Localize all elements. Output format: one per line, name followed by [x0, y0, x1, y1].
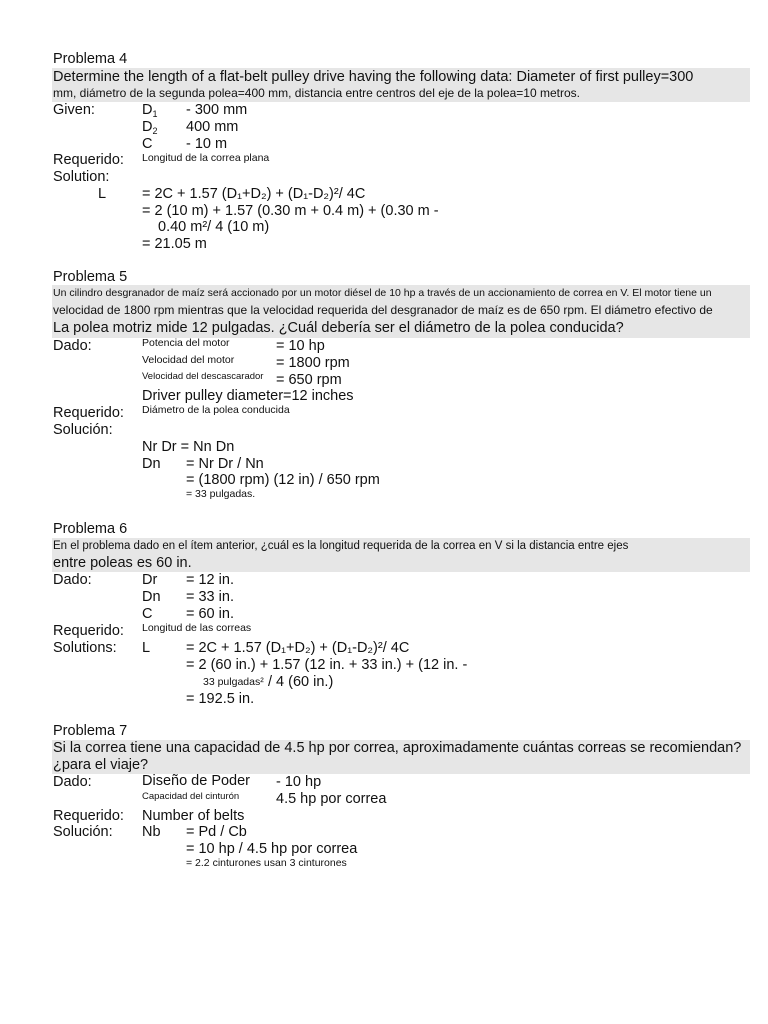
problem-4-solution-label: Solution: [53, 169, 110, 185]
problem-4-required-label: Requerido: [53, 152, 124, 168]
problem-6-dr-symbol: Dr [142, 572, 158, 588]
problem-6-substitution-2b: / 4 (60 in.) [268, 674, 334, 690]
problem-4-formula: = 2C + 1.57 (D₁+D₂) + (D₁-D₂)²/ 4C [142, 186, 366, 202]
problem-5-required-label: Requerido: [53, 405, 124, 421]
problem-7-given-label: Dado: [53, 774, 92, 790]
problem-5-given-label: Dado: [53, 338, 92, 354]
problem-4-statement-line-2: mm, diámetro de la segunda polea=400 mm, distancia entre centros del eje de la polea=10 metros. [53, 86, 580, 100]
problem-5-motor-speed-label: Velocidad del motor [142, 354, 235, 366]
problem-6-title: Problema 6 [53, 521, 128, 537]
problem-4-l-symbol: L [98, 186, 107, 202]
problem-4-title: Problema 4 [53, 51, 128, 67]
problem-4-d1-symbol: $D_1$ [142, 102, 158, 119]
problem-7-formula: = Pd / Cb [186, 824, 247, 840]
problem-7-statement-line-2: ¿para el viaje? [53, 757, 149, 773]
problem-6-dr-value: = 12 in. [186, 572, 234, 588]
problem-7-title: Problema 7 [53, 723, 128, 739]
problem-4-substitution-1: = 2 (10 m) + 1.57 (0.30 m + 0.4 m) + (0.30 m - [142, 203, 439, 219]
problem-6-substitution-1: = 2 (60 in.) + 1.57 (12 in. + 33 in.) + (12 in. - [186, 657, 468, 673]
problem-6-l-symbol: L [142, 640, 151, 656]
problem-6-required-value: Longitud de las correas [142, 622, 252, 634]
problem-5-result: = 33 pulgadas. [186, 488, 256, 500]
problem-7-design-power-value: - 10 hp [276, 774, 322, 790]
problem-5-dn-symbol: Dn [142, 456, 161, 472]
problem-7-required-value: Number of belts [142, 808, 245, 824]
problem-5-required-value: Diámetro de la polea conducida [142, 404, 290, 416]
problem-4-result: = 21.05 m [142, 236, 207, 252]
problem-5-sheller-speed-label: Velocidad del descascarador [142, 371, 264, 382]
problem-5-motor-power-value: = 10 hp [276, 338, 325, 354]
problem-4-c-value: - 10 m [186, 136, 228, 152]
problem-7-substitution: = 10 hp / 4.5 hp por correa [186, 841, 358, 857]
problem-7-statement-line-1: Si la correa tiene una capacidad de 4.5 hp por correa, aproximadamente cuántas correas se recomiendan? [53, 740, 742, 756]
problem-5-statement-line-2: velocidad de 1800 rpm mientras que la velocidad requerida del desgranador de maíz es de 650 rpm. El diámetro efectivo de [53, 303, 713, 317]
problem-4-substitution-2: 0.40 m²/ 4 (10 m) [158, 219, 270, 235]
problem-6-statement-line-2: entre poleas es 60 in. [53, 555, 192, 571]
problem-7-nb-symbol: Nb [142, 824, 161, 840]
problem-4-d2-symbol: $D_2$ [142, 119, 158, 136]
problem-7-required-label: Requerido: [53, 808, 124, 824]
problem-6-substitution-2a: 33 pulgadas² [203, 676, 264, 688]
problem-6-given-label: Dado: [53, 572, 92, 588]
problem-6-statement-line-1: En el problema dado en el ítem anterior, ¿cuál es la longitud requerida de la correa en V si la distancia entre ejes [53, 540, 629, 552]
problem-5-statement-line-3: La polea motriz mide 12 pulgadas. ¿Cuál debería ser el diámetro de la polea conducida? [53, 320, 624, 336]
problem-7-belt-capacity-value: 4.5 hp por correa [276, 791, 387, 807]
problem-6-solution-label: Solutions: [53, 640, 117, 656]
problem-4-d1-value: - 300 mm [186, 102, 248, 118]
problem-5-title: Problema 5 [53, 269, 128, 285]
problem-5-driver-diameter: Driver pulley diameter=12 inches [142, 388, 354, 404]
problem-7-belt-capacity-label: Capacidad del cinturón [142, 791, 240, 802]
problem-4-c-symbol: C [142, 136, 153, 152]
problem-5-motor-power-label: Potencia del motor [142, 337, 230, 349]
problem-6-dn-symbol: Dn [142, 589, 161, 605]
problem-4-given-label: Given: [53, 102, 95, 118]
problem-4-d2-value: 400 mm [186, 119, 239, 135]
problem-5-base-equation: Nr Dr = Nn Dn [142, 439, 235, 455]
problem-6-c-value: = 60 in. [186, 606, 234, 622]
problem-6-required-label: Requerido: [53, 623, 124, 639]
problem-7-result: = 2.2 cinturones usan 3 cinturones [186, 857, 347, 869]
problem-5-sheller-speed-value: = 650 rpm [276, 372, 342, 388]
problem-4-statement-line-1: Determine the length of a flat-belt pulley drive having the following data: Diameter of first pulley=300 [53, 69, 694, 85]
problem-5-formula: = Nr Dr / Nn [186, 456, 264, 472]
problem-5-statement-line-1: Un cilindro desgranador de maíz será accionado por un motor diésel de 10 hp a través de un accionamiento de correa en V. El motor tiene un [53, 287, 712, 299]
problem-5-substitution: = (1800 rpm) (12 in) / 650 rpm [186, 472, 380, 488]
problem-5-solution-label: Solución: [53, 422, 113, 438]
problem-7-solution-label: Solución: [53, 824, 113, 840]
problem-6-dn-value: = 33 in. [186, 589, 234, 605]
problem-6-result: = 192.5 in. [186, 691, 255, 707]
problem-6-c-symbol: C [142, 606, 153, 622]
problem-5-motor-speed-value: = 1800 rpm [276, 355, 350, 371]
problem-6-formula: = 2C + 1.57 (D₁+D₂) + (D₁-D₂)²/ 4C [186, 640, 410, 656]
problem-7-design-power-label: Diseño de Poder [142, 773, 251, 789]
problem-4-required-value: Longitud de la correa plana [142, 152, 270, 164]
